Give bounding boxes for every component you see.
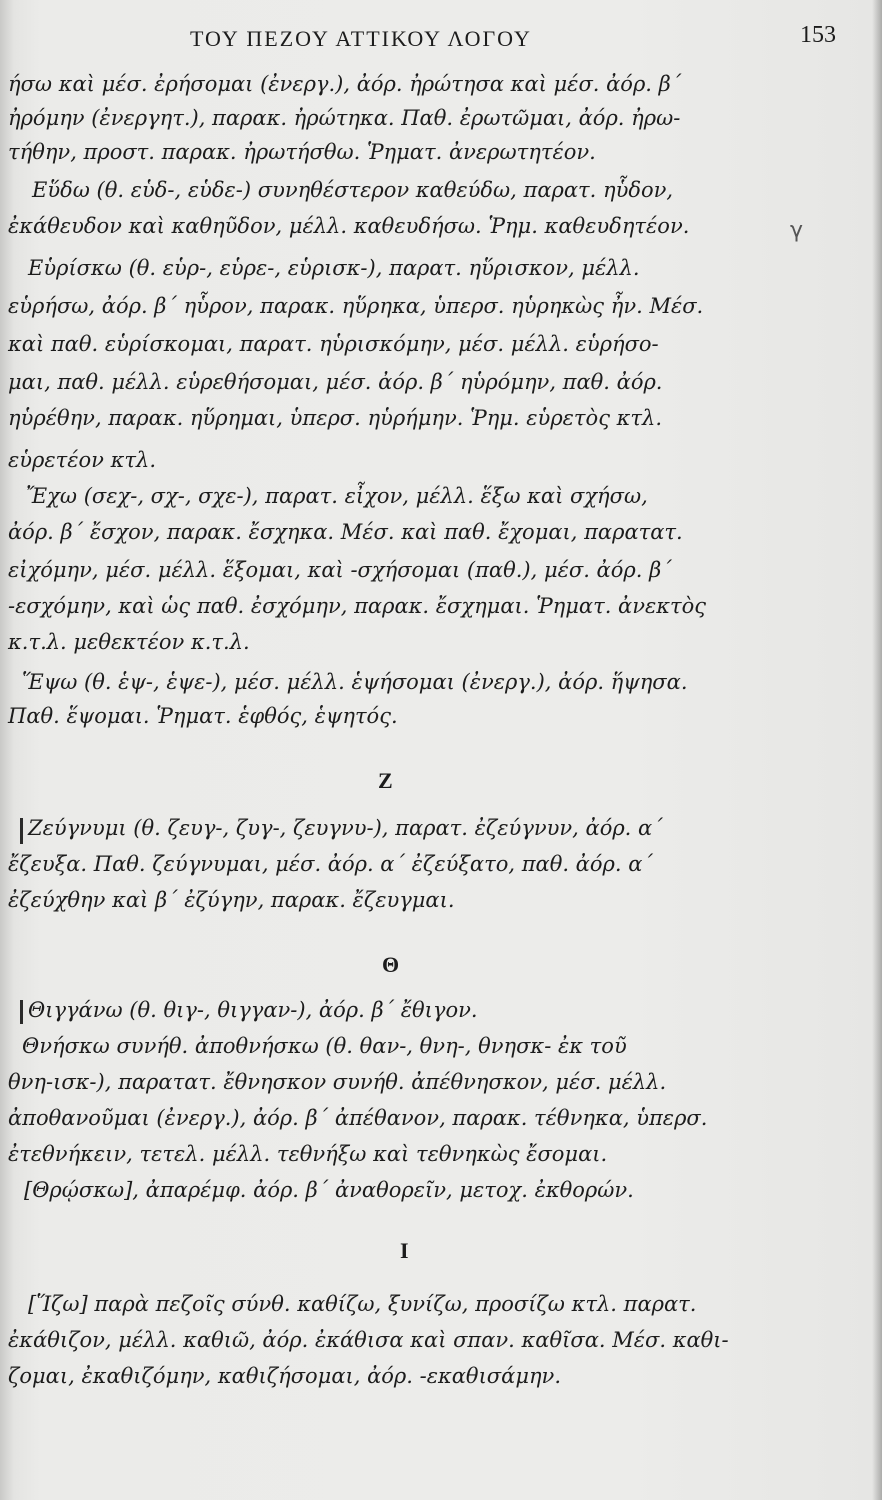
text-line: ηὑρέθην, παρακ. ηὕρημαι, ὑπερσ. ηὑρήμην. Ῥημ. εὑρετὸς κτλ. [8,406,663,430]
text-line: εὑρετέον κτλ. [8,448,156,472]
section-heading-zeta: Ζ [378,768,393,793]
margin-mark-bar [20,1000,23,1024]
text-line: Παθ. ἕψομαι. Ῥηματ. ἑφθός, ἑψητός. [8,704,398,728]
text-line: εὑρήσω, ἀόρ. β´ ηὗρον, παρακ. ηὕρηκα, ὑπερσ. ηὑρηκὼς ἦν. Μέσ. [8,294,704,318]
text-line: ἐζεύχθην καὶ β´ ἐζύγην, παρακ. ἔζευγμαι. [8,888,455,912]
text-line: ἔζευξα. Παθ. ζεύγνυμαι, μέσ. ἀόρ. α´ ἐζεύξατο, παθ. ἀόρ. α´ [8,852,653,876]
text-line: Θνήσκω συνήθ. ἀποθνήσκω (θ. θαν-, θνη-, θνησκ- ἐκ τοῦ [22,1034,627,1058]
section-heading-iota: Ι [400,1238,409,1263]
text-line: θνη-ισκ-), παρατατ. ἔθνησκον συνήθ. ἀπέθνησκον, μέσ. μέλλ. [8,1070,667,1094]
page-header [0,22,882,62]
text-line: Ζεύγνυμι (θ. ζευγ-, ζυγ-, ζευγνυ-), παρατ. ἐζεύγνυν, ἀόρ. α´ [28,816,663,840]
text-line: τήθην, προστ. παρακ. ἠρωτήσθω. Ῥηματ. ἀνερωτητέον. [8,140,596,164]
text-line: ἠρόμην (ἐνεργητ.), παρακ. ἠρώτηκα. Παθ. ἐρωτῶμαι, ἀόρ. ἠρω- [8,106,681,130]
section-heading-theta: Θ [382,952,400,977]
text-line: Θιγγάνω (θ. θιγ-, θιγγαν-), ἀόρ. β´ ἔθιγον. [28,998,478,1022]
text-line: ἐτεθνήκειν, τετελ. μέλλ. τεθνήξω καὶ τεθνηκὼς ἔσομαι. [8,1142,608,1166]
text-line: Ἕψω (θ. ἑψ-, ἑψε-), μέσ. μέλλ. ἑψήσομαι (ἐνεργ.), ἀόρ. ἥψησα. [22,670,688,694]
margin-note: γ [790,218,804,243]
text-line: [Θρῴσκω], ἀπαρέμφ. ἀόρ. β´ ἀναθορεῖν, μετοχ. ἐκθορών. [24,1178,634,1202]
text-line: ἀόρ. β´ ἔσχον, παρακ. ἔσχηκα. Μέσ. καὶ παθ. ἔχομαι, παρατατ. [8,520,683,544]
margin-mark-bar [20,818,23,844]
text-line: ήσω καὶ μέσ. ἐρήσομαι (ἐνεργ.), ἀόρ. ἠρώτησα καὶ μέσ. ἀόρ. β´ [8,72,682,96]
page-number: 153 [800,22,836,48]
text-line: μαι, παθ. μέλλ. εὑρεθήσομαι, μέσ. ἀόρ. β´ ηὑρόμην, παθ. ἀόρ. [8,370,663,394]
text-line: κ.τ.λ. μεθεκτέον κ.τ.λ. [8,630,250,654]
text-line: ἐκάθιζον, μέλλ. καθιῶ, ἀόρ. ἐκάθισα καὶ σπαν. καθῖσα. Μέσ. καθι- [8,1328,729,1352]
text-line: -εσχόμην, καὶ ὡς παθ. ἐσχόμην, παρακ. ἔσχημαι. Ῥηματ. ἀνεκτὸς [8,594,707,618]
text-line: ἀποθανοῦμαι (ἐνεργ.), ἀόρ. β´ ἀπέθανον, παρακ. τέθνηκα, ὑπερσ. [8,1106,708,1130]
running-title: ΤΟΥ ΠΕΖΟΥ ΑΤΤΙΚΟΥ ΛΟΓΟΥ [190,26,532,51]
text-line: ἐκάθευδον καὶ καθηῦδον, μέλλ. καθευδήσω. Ῥημ. καθευδητέον. [8,214,690,238]
page-edge-shadow [872,0,882,1500]
text-line: καὶ παθ. εὑρίσκομαι, παρατ. ηὑρισκόμην, μέσ. μέλλ. εὑρήσο- [8,332,659,356]
text-line: Εὑρίσκω (θ. εὑρ-, εὑρε-, εὑρισκ-), παρατ. ηὕρισκον, μέλλ. [28,256,640,280]
text-line: Ἔχω (σεχ-, σχ-, σχε-), παρατ. εἶχον, μέλλ. ἕξω καὶ σχήσω, [26,484,648,508]
text-line: εἰχόμην, μέσ. μέλλ. ἕξομαι, καὶ -σχήσομαι (παθ.), μέσ. ἀόρ. β´ [8,558,672,582]
text-line: ζομαι, ἐκαθιζόμην, καθιζήσομαι, ἀόρ. -εκαθισάμην. [8,1364,561,1388]
text-line: Εὕδω (θ. εὑδ-, εὑδε-) συνηθέστερον καθεύδω, παρατ. ηὗδον, [32,178,674,202]
text-line: [Ἵζω] παρὰ πεζοῖς σύνθ. καθίζω, ξυνίζω, προσίζω κτλ. παρατ. [28,1292,697,1316]
